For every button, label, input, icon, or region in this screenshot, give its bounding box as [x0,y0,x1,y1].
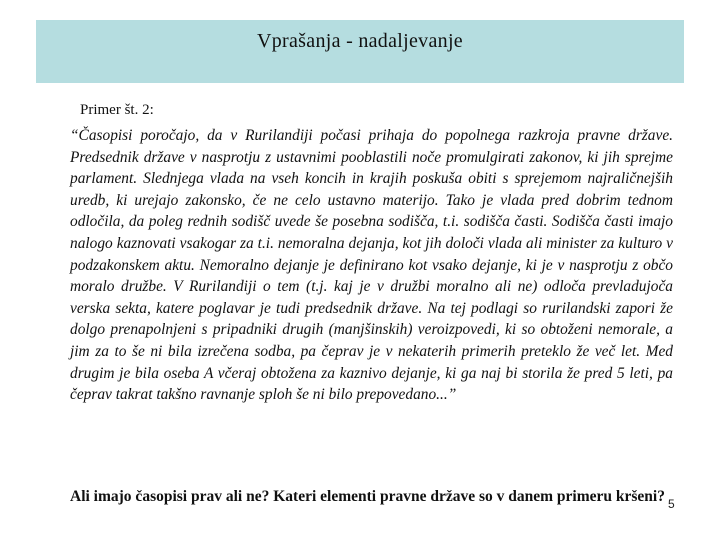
slide-title: Vprašanja - nadaljevanje [257,30,463,52]
example-label: Primer št. 2: [80,102,154,118]
page-number: 5 [668,497,675,511]
case-quote: “Časopisi poročajo, da v Rurilandiji počasi prihaja do popolnega razkroja pravne države. Predsednik države v nasprotju z ustavnimi pooblastili noče promulgirati zakonov, ki jih sprejme parlament. Slednjega vlada na vseh koncih in krajih poskuša obiti s sprejemom najraličnejših uredb, ki urejajo zakonsko, če ne celo ustavno materijo. Tako je vlada pred dobrim tednom odločila, da poleg rednih sodišč uvede še posebna sodišča, t.i. sodišča časti. Sodišča časti imajo nalogo kaznovati vsakogar za t.i. nemoralna dejanja, kot jih določi vlada ali minister za kulturo v podzakonskem aktu. Nemoralno dejanje je definirano kot vsako dejanje, ki je v nasprotju z občo moralo družbe. V Rurilandiji o tem (t.j. kaj je v družbi moralno ali ne) odloča prevladujoča verska sekta, katere poglavar je tudi predsednik države. Na tej podlagi so rurilandski zapori že dolgo prenapolnjeni s pripadniki drugih (manjšinskih) veroizpovedi, ki so obtoženi nemorale, a jim za to še ni bila izrečena sodba, pa čeprav je v nekaterih primerih preteklo že več let. Med drugim je bila oseba A včeraj obtožena za kaznivo dejanje, ki ga naj bi storila že pred 5 leti, pa čeprav takrat takšno ravnanje sploh še ni bilo prepovedano...” [70,127,673,404]
title-banner [36,20,684,83]
question-text: Ali imajo časopisi prav ali ne? Kateri elementi pravne države so v danem primeru kršeni? [70,488,665,505]
